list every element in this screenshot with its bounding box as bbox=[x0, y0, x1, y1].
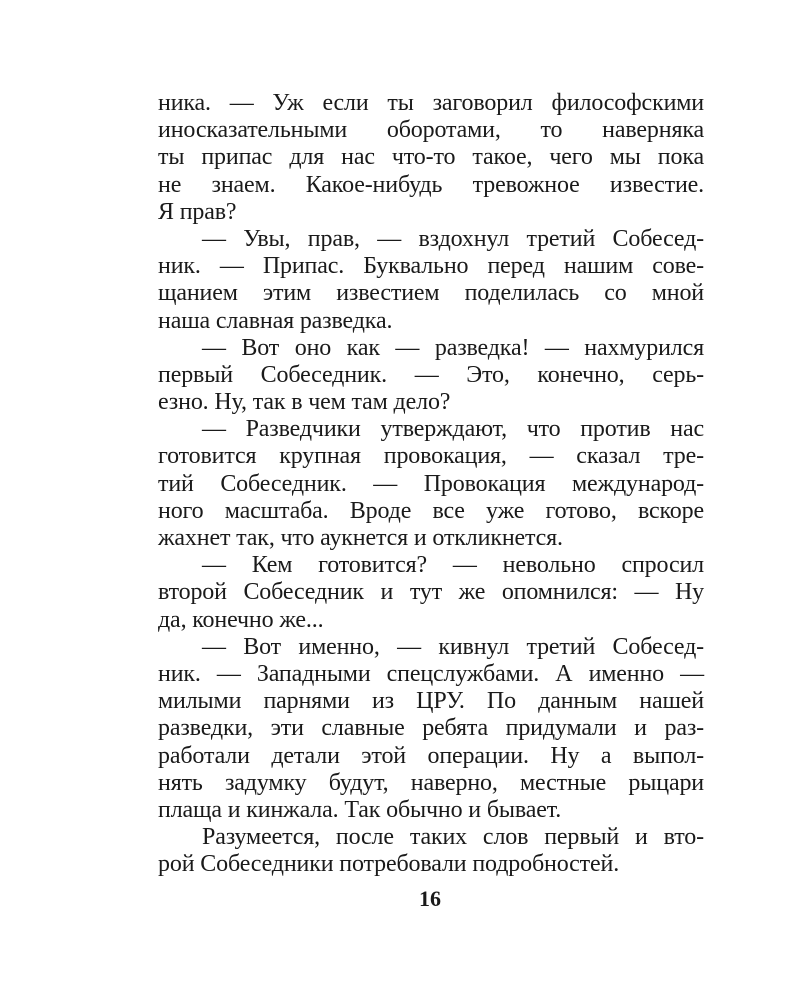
page-number: 16 bbox=[419, 886, 441, 911]
text-line: щанием этим известием поделилась со мной bbox=[158, 280, 704, 307]
text-line: нять задумку будут, наверно, местные рыцари bbox=[158, 769, 704, 796]
text-line: первый Собеседник. — Это, конечно, серь- bbox=[158, 361, 704, 388]
text-line: да, конечно же... bbox=[158, 606, 324, 633]
text-line: ника. — Уж если ты заговорил философскими bbox=[158, 90, 704, 116]
text-line: разведки, эти славные ребята придумали и раз- bbox=[158, 715, 704, 742]
text-line: иносказательными оборотами, то наверняка bbox=[158, 117, 704, 144]
text-line: милыми парнями из ЦРУ. По данным нашей bbox=[158, 688, 704, 715]
text-line: второй Собеседник и тут же опомнился: — Ну bbox=[158, 579, 704, 606]
text-line: — Вот именно, — кивнул третий Собесед- bbox=[202, 633, 704, 660]
text-line: Я прав? bbox=[158, 198, 237, 225]
text-line: готовится крупная провокация, — сказал тре- bbox=[158, 443, 704, 470]
text-line: тий Собеседник. — Провокация международ- bbox=[158, 470, 704, 497]
text-line: ного масштаба. Вроде все уже готово, вскоре bbox=[158, 497, 704, 524]
text-line: — Кем готовится? — невольно спросил bbox=[202, 552, 704, 579]
text-line: работали детали этой операции. Ну а выпол- bbox=[158, 742, 704, 769]
text-line: плаща и кинжала. Так обычно и бывает. bbox=[158, 796, 562, 823]
text-line: езно. Ну, так в чем там дело? bbox=[158, 389, 451, 416]
text-line: ник. — Припас. Буквально перед нашим сове- bbox=[158, 253, 704, 280]
body-text bbox=[158, 90, 704, 878]
text-line: — Вот оно как — разведка! — нахмурился bbox=[202, 334, 704, 361]
text-line: рой Собеседники потребовали подробностей. bbox=[158, 851, 620, 878]
text-line: Разумеется, после таких слов первый и вто- bbox=[202, 824, 704, 851]
text-line: ты припас для нас что-то такое, чего мы пока bbox=[158, 144, 704, 171]
text-line: — Разведчики утверждают, что против нас bbox=[202, 416, 704, 443]
text-line: не знаем. Какое-нибудь тревожное известие. bbox=[158, 171, 704, 198]
text-line: жахнет так, что аукнется и откликнется. bbox=[158, 525, 563, 551]
text-line: ник. — Западными спецслужбами. А именно — bbox=[158, 660, 704, 687]
text-line: — Увы, прав, — вздохнул третий Собесед- bbox=[202, 225, 704, 252]
text-line: наша славная разведка. bbox=[158, 307, 393, 334]
